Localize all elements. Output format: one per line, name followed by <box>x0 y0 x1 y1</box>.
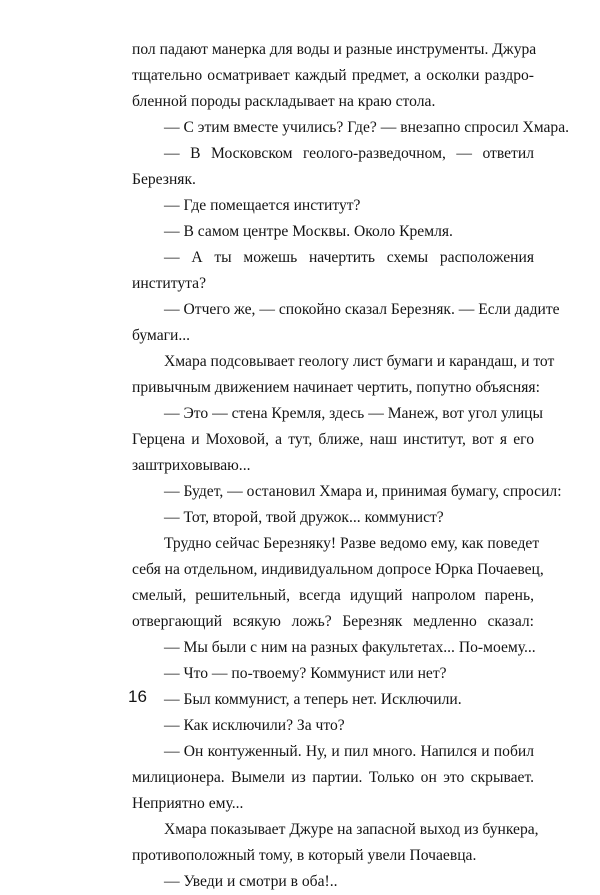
text-line: Хмара показывает Джуре на запасной выход из бункера, <box>164 821 539 838</box>
text-line: привычным движением начинает чертить, попутно объясняя: <box>132 379 540 396</box>
text-line: Неприятно ему... <box>132 795 244 812</box>
page-number: 16 <box>128 687 147 706</box>
text-line: — В Московском геолого-разведочном, — ответил <box>164 145 534 162</box>
text-line: бленной породы раскладывает на краю стола. <box>132 93 436 110</box>
text-line: тщательно осматривает каждый предмет, а осколки раздро- <box>132 67 534 84</box>
text-line: — Это — стена Кремля, здесь — Манеж, вот угол улицы <box>164 405 544 422</box>
text-line: — С этим вместе учились? Где? — внезапно спросил Хмара. <box>164 119 570 136</box>
text-line: — Уведи и смотри в оба!.. <box>164 873 338 890</box>
text-line: — Отчего же, — спокойно сказал Березняк. — Если дадите <box>164 301 560 318</box>
text-line: Герцена и Моховой, а тут, ближе, наш институт, вот я его <box>132 431 534 448</box>
text-line: — Что — по-твоему? Коммунист или нет? <box>164 665 447 682</box>
text-line: Хмара подсовывает геологу лист бумаги и карандаш, и тот <box>164 353 555 370</box>
text-line: — Был коммунист, а теперь нет. Исключили. <box>164 691 462 708</box>
body-text <box>132 37 570 895</box>
text-line: — Будет, — остановил Хмара и, принимая бумагу, спросил: <box>164 483 562 500</box>
text-line: противоположный тому, в который увели Почаевца. <box>132 847 477 864</box>
text-line: отвергающий всякую ложь? Березняк медленно сказал: <box>132 613 534 630</box>
text-line: себя на отдельном, индивидуальном допросе Юрка Почаевец, <box>132 561 544 578</box>
text-line: заштриховываю... <box>132 457 251 474</box>
text-line: — Он контуженный. Ну, и пил много. Напился и побил <box>164 743 534 760</box>
text-line: смелый, решительный, всегда идущий напролом парень, <box>132 587 534 604</box>
text-line: пол падают манерка для воды и разные инструменты. Джура <box>132 41 537 58</box>
text-line: — В самом центре Москвы. Около Кремля. <box>164 223 453 240</box>
text-line: — Где помещается институт? <box>164 197 361 214</box>
text-line: — Тот, второй, твой дружок... коммунист? <box>164 509 444 526</box>
text-line: Трудно сейчас Березняку! Разве ведомо ему, как поведет <box>164 535 540 552</box>
text-line: — Мы были с ним на разных факультетах... По-моему... <box>164 639 536 656</box>
text-line: — Как исключили? За что? <box>164 717 345 734</box>
text-line: института? <box>132 275 207 292</box>
text-line: бумаги... <box>132 327 191 344</box>
text-line: Березняк. <box>132 171 196 188</box>
text-line: — А ты можешь начертить схемы расположения <box>164 249 534 266</box>
text-line: милиционера. Вымели из партии. Только он это скрывает. <box>132 769 534 786</box>
